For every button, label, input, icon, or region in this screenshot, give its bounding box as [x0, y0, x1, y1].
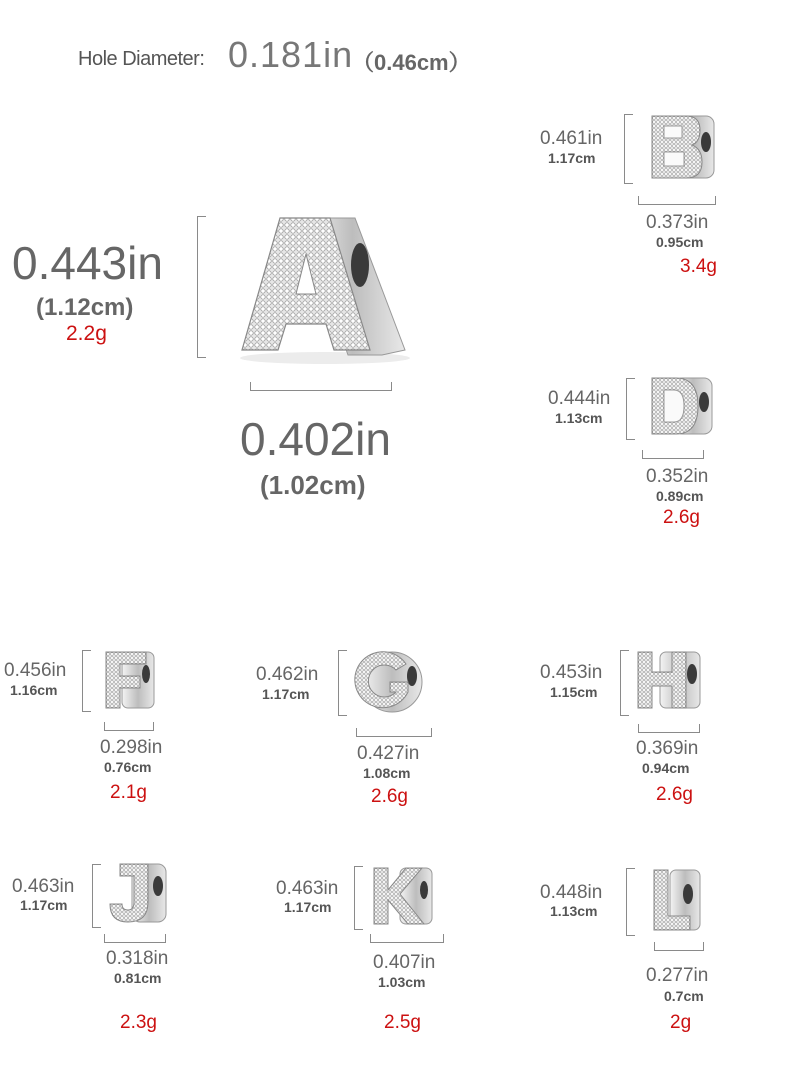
- charm-g-weight: 2.6g: [371, 786, 408, 807]
- charm-d-height-in: 0.444in: [548, 388, 611, 409]
- charm-b-width-bracket: [638, 196, 716, 205]
- charm-d-height-bracket: [626, 378, 635, 440]
- charm-g-height-in: 0.462in: [256, 664, 319, 685]
- charm-h-width-cm: 0.94cm: [642, 760, 690, 776]
- charm-h-width-bracket: [638, 724, 700, 733]
- charm-g-width-bracket: [356, 728, 432, 737]
- charm-k-height-cm: 1.17cm: [284, 899, 332, 915]
- charm-f-width-cm: 0.76cm: [104, 759, 152, 775]
- charm-b-width-cm: 0.95cm: [656, 234, 704, 250]
- charm-l-image: [650, 866, 712, 936]
- charm-g-width-in: 0.427in: [357, 743, 420, 764]
- charm-d-weight: 2.6g: [663, 507, 700, 528]
- charm-a-width-cm: (1.02cm): [260, 470, 366, 500]
- charm-b-width-in: 0.373in: [646, 212, 709, 233]
- charm-k-width-bracket: [370, 934, 444, 943]
- charm-l-height-cm: 1.13cm: [550, 903, 598, 919]
- charm-l-width-in: 0.277in: [646, 965, 709, 986]
- hole-diameter-label: Hole Diameter:: [78, 48, 205, 70]
- charm-a-height-bracket: [197, 216, 206, 358]
- charm-k-height-in: 0.463in: [276, 878, 339, 899]
- charm-j-width-in: 0.318in: [106, 948, 169, 969]
- charm-j-height-in: 0.463in: [12, 876, 75, 897]
- charm-j-width-cm: 0.81cm: [114, 970, 162, 986]
- charm-f-height-cm: 1.16cm: [10, 682, 58, 698]
- charm-g-image: [350, 646, 426, 718]
- charm-b-height-cm: 1.17cm: [548, 150, 596, 166]
- charm-h-height-cm: 1.15cm: [550, 684, 598, 700]
- charm-a-weight: 2.2g: [66, 322, 107, 345]
- charm-a-width-in: 0.402in: [240, 413, 391, 465]
- charm-j-weight: 2.3g: [120, 1012, 157, 1033]
- charm-b-height-in: 0.461in: [540, 128, 603, 149]
- charm-a-width-bracket: [250, 382, 392, 391]
- charm-f-height-in: 0.456in: [4, 660, 67, 681]
- hole-diameter-in: 0.181in: [228, 34, 354, 75]
- charm-f-weight: 2.1g: [110, 782, 147, 803]
- charm-k-weight: 2.5g: [384, 1012, 421, 1033]
- charm-h-height-bracket: [620, 650, 629, 716]
- charm-l-height-in: 0.448in: [540, 882, 603, 903]
- charm-k-height-bracket: [354, 866, 363, 930]
- charm-f-width-bracket: [104, 722, 154, 731]
- charm-d-width-cm: 0.89cm: [656, 488, 704, 504]
- charm-h-weight: 2.6g: [656, 784, 693, 805]
- charm-b-image: [648, 112, 718, 184]
- charm-j-height-cm: 1.17cm: [20, 897, 68, 913]
- charm-g-height-cm: 1.17cm: [262, 686, 310, 702]
- charm-f-width-in: 0.298in: [100, 737, 163, 758]
- charm-b-weight: 3.4g: [680, 256, 717, 277]
- charm-a-height-in: 0.443in: [12, 237, 163, 289]
- charm-l-height-bracket: [626, 868, 635, 936]
- charm-f-image: [102, 648, 158, 714]
- charm-b-height-bracket: [624, 114, 633, 184]
- charm-j-width-bracket: [104, 934, 166, 943]
- charm-k-width-cm: 1.03cm: [378, 974, 426, 990]
- charm-h-height-in: 0.453in: [540, 662, 603, 683]
- charm-g-width-cm: 1.08cm: [363, 765, 411, 781]
- charm-h-width-in: 0.369in: [636, 738, 699, 759]
- charm-d-image: [648, 374, 716, 440]
- charm-d-width-bracket: [642, 450, 704, 459]
- charm-j-height-bracket: [92, 864, 101, 928]
- charm-j-image: [104, 860, 170, 928]
- charm-l-weight: 2g: [670, 1012, 692, 1033]
- charm-k-image: [370, 864, 436, 930]
- charm-f-height-bracket: [82, 650, 91, 712]
- charm-d-height-cm: 1.13cm: [555, 410, 603, 426]
- charm-l-width-bracket: [654, 942, 704, 951]
- charm-l-width-cm: 0.7cm: [664, 988, 704, 1004]
- charm-d-width-in: 0.352in: [646, 466, 709, 487]
- charm-k-width-in: 0.407in: [373, 952, 436, 973]
- charm-a-image: [230, 210, 410, 365]
- hole-diameter-cm: （0.46cm）: [352, 50, 471, 75]
- charm-a-height-cm: (1.12cm): [36, 294, 134, 321]
- charm-h-image: [634, 648, 704, 714]
- charm-g-height-bracket: [338, 650, 347, 716]
